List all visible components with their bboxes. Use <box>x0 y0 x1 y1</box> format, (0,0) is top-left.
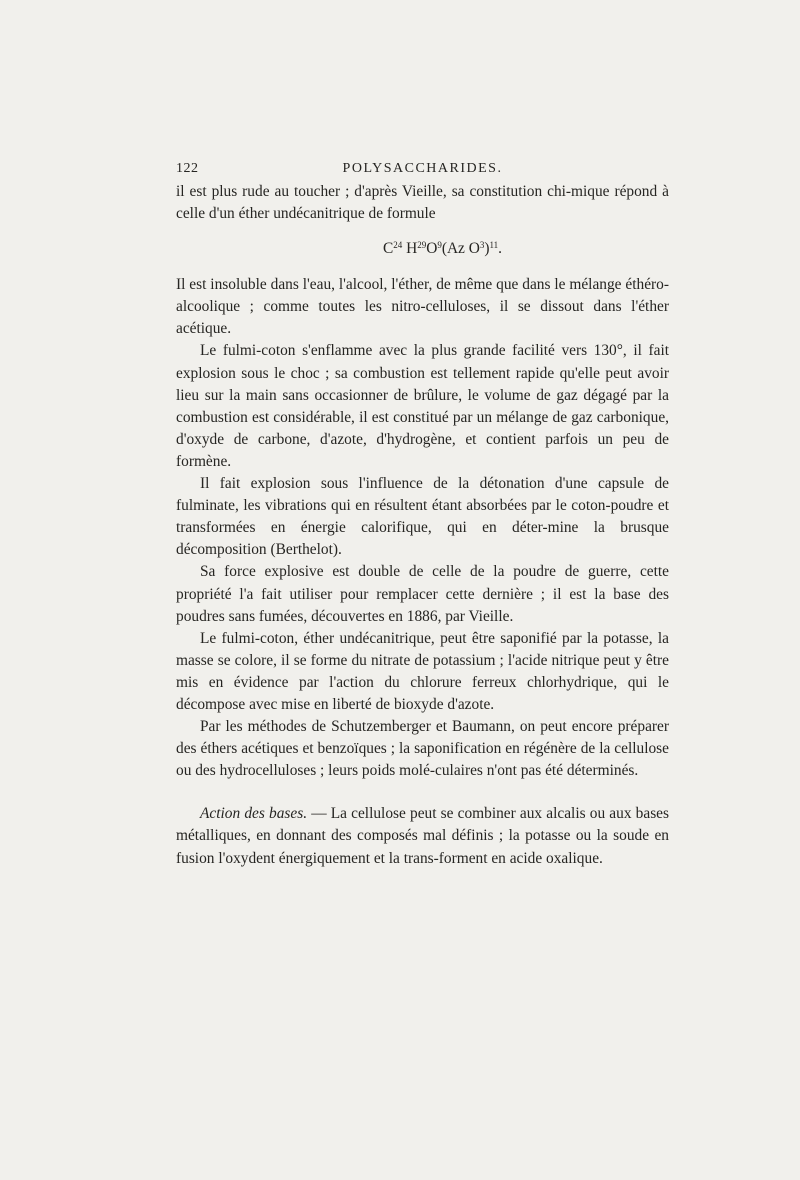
paragraph-continuation: il est plus rude au toucher ; d'après Vieille, sa constitution chi-mique répond à celle d'un éther undécanitrique de formule <box>176 183 669 223</box>
formula-carbon-index: 24 <box>393 240 403 251</box>
body-text <box>176 181 669 870</box>
formula-group-index: 11 <box>489 240 499 251</box>
paragraph-ethers: Par les méthodes de Schutzemberger et Baumann, on peut encore préparer des éthers acétiques et benzoïques ; la saponification en régénère de la cellulose ou des hydrocelluloses ; leurs poids molé-culaires n'ont pas été déterminés. <box>176 718 669 780</box>
book-page <box>176 161 669 870</box>
formula-oxygen: O <box>426 240 438 258</box>
running-head <box>176 161 669 181</box>
paragraph-explosive-force: Sa force explosive est double de celle de la poudre de guerre, cette propriété l'a fait utiliser pour remplacer cette dernière ; il est la base des poudres sans fumées, découvertes en 1886, par Vieille. <box>176 563 669 625</box>
paragraph-combustion: Le fulmi-coton s'enflamme avec la plus grande facilité vers 130°, il fait explosion sous le choc ; sa combustion est tellement rapide qu'elle peut avoir lieu sur la main sans occasionner de brûlure, le volume de gaz dégagé par la combustion est considérable, il est constitué par un mélange de gaz carbonique, d'oxyde de carbone, d'azote, d'hydrogène, et contient parfois un peu de formène. <box>176 342 669 470</box>
paragraph-solubility: Il est insoluble dans l'eau, l'alcool, l'éther, de même que dans le mélange éthéro-alcoolique ; comme toutes les nitro-celluloses, il se dissout dans l'éther acétique. <box>176 276 669 338</box>
formula-carbon: C <box>382 240 394 258</box>
formula-oxygen-index: 9 <box>437 240 442 251</box>
formula-nitrate-group: (Az O <box>441 240 480 258</box>
formula-period: . <box>498 240 503 258</box>
section-heading: Action des bases. <box>200 805 308 823</box>
formula-hydrogen-index: 29 <box>417 240 427 251</box>
paragraph-saponification: Le fulmi-coton, éther undécanitrique, peut être saponifié par la potasse, la masse se colore, il se forme du nitrate de potassium ; l'acide nitrique peut y être mis en évidence par l'action du chlorure ferreux chlorhydrique, qui le décompose avec mise en liberté de bioxyde d'azote. <box>176 629 669 713</box>
paragraph-action-bases <box>176 803 669 869</box>
paragraph-detonation: Il fait explosion sous l'influence de la détonation d'une capsule de fulminate, les vibrations qui en résultent étant absorbées par le coton-poudre et transformées en énergie calorifique, qui en déter-mine la brusque décomposition (Berthelot). <box>176 475 669 559</box>
section-text: — La cellulose peut se combiner aux alcalis ou aux bases métalliques, en donnant des composés mal définis ; la potasse ou la soude en fusion l'oxydent énergiquement et la trans-forment en acide oxalique. <box>176 805 670 867</box>
section-spacer <box>176 782 669 803</box>
formula-nitrate-index: 3 <box>479 240 485 251</box>
chemical-formula <box>176 238 669 260</box>
formula-hydrogen: H <box>402 240 418 258</box>
formula-group-close: ) <box>484 240 490 258</box>
running-title: POLYSACCHARIDES. <box>342 161 503 176</box>
page-number: 122 <box>176 161 199 176</box>
